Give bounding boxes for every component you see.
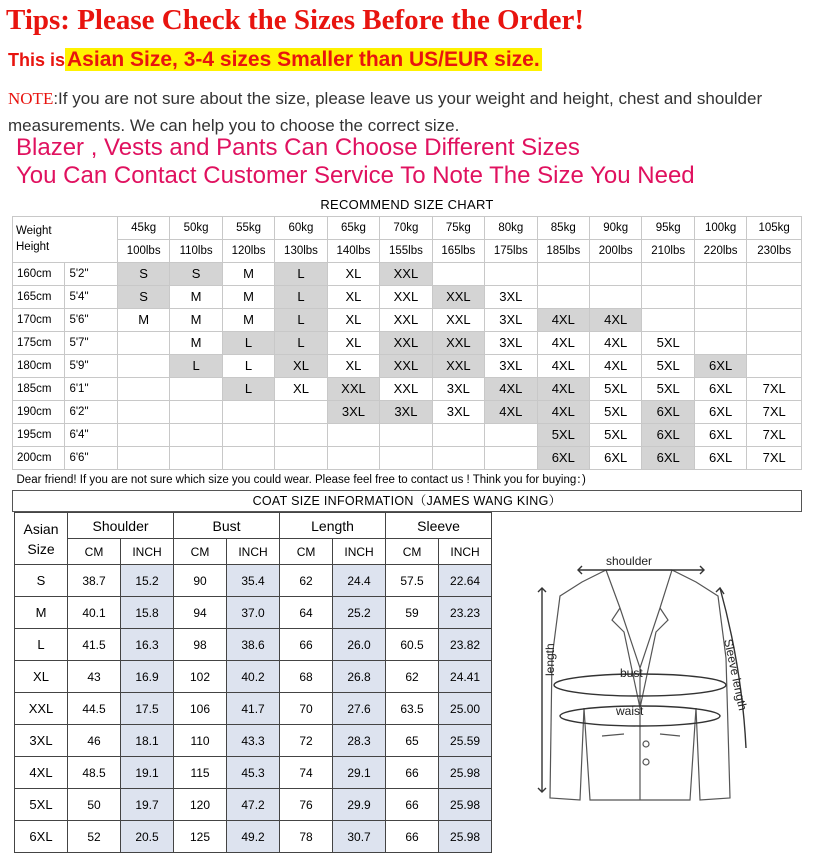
table-row xyxy=(13,377,802,400)
measure-value: 26.8 xyxy=(333,661,386,693)
weight-kg-header: 55kg xyxy=(222,216,274,239)
unit-inch-header: INCH xyxy=(333,539,386,565)
sleeve-label: Sleeve length xyxy=(721,637,750,712)
height-cm: 170cm xyxy=(13,308,65,331)
size-cell: S xyxy=(117,285,169,308)
table-row xyxy=(13,262,802,285)
size-cell: 4XL xyxy=(537,331,589,354)
weight-lbs-header: 220lbs xyxy=(694,239,746,262)
measure-value: 45.3 xyxy=(227,757,280,789)
table-row xyxy=(15,693,492,725)
size-cell: 3XL xyxy=(485,308,537,331)
size-cell: 6XL xyxy=(694,423,746,446)
size-cell: 4XL xyxy=(537,377,589,400)
measure-value: 40.1 xyxy=(68,597,121,629)
weight-kg-header: 75kg xyxy=(432,216,484,239)
measure-value: 78 xyxy=(280,821,333,853)
size-cell xyxy=(380,446,432,469)
size-cell xyxy=(117,446,169,469)
size-cell xyxy=(275,400,327,423)
measure-value: 23.23 xyxy=(439,597,492,629)
size-cell: 4XL xyxy=(589,308,641,331)
recommend-footer: Dear friend! If you are not sure which size you could wear. Please feel free to contact us ! Think you for buying：) xyxy=(16,473,586,486)
height-ft: 6'4" xyxy=(65,423,117,446)
height-ft: 6'6" xyxy=(65,446,117,469)
weight-lbs-header: 110lbs xyxy=(170,239,222,262)
size-cell xyxy=(694,285,746,308)
length-label: length xyxy=(543,643,557,676)
measure-value: 16.3 xyxy=(121,629,174,661)
measure-value: 63.5 xyxy=(386,693,439,725)
size-cell: 6XL xyxy=(694,377,746,400)
measure-value: 43 xyxy=(68,661,121,693)
coat-size: L xyxy=(15,629,68,661)
weight-kg-header: 90kg xyxy=(589,216,641,239)
measure-value: 17.5 xyxy=(121,693,174,725)
weight-kg-header: 65kg xyxy=(327,216,379,239)
size-cell: 5XL xyxy=(589,400,641,423)
measure-value: 66 xyxy=(386,821,439,853)
size-cell xyxy=(117,354,169,377)
height-ft: 5'7" xyxy=(65,331,117,354)
measure-value: 27.6 xyxy=(333,693,386,725)
size-cell xyxy=(327,423,379,446)
size-cell xyxy=(432,446,484,469)
bust-label: bust xyxy=(620,666,643,680)
measure-value: 41.7 xyxy=(227,693,280,725)
size-cell: 3XL xyxy=(380,400,432,423)
unit-inch-header: INCH xyxy=(227,539,280,565)
measure-value: 47.2 xyxy=(227,789,280,821)
size-cell xyxy=(170,400,222,423)
weight-lbs-header: 175lbs xyxy=(485,239,537,262)
size-cell: 5XL xyxy=(642,377,694,400)
size-cell: XXL xyxy=(432,308,484,331)
size-cell xyxy=(275,423,327,446)
coat-size: XL xyxy=(15,661,68,693)
size-cell xyxy=(747,308,802,331)
table-row xyxy=(13,446,802,469)
size-cell xyxy=(117,400,169,423)
height-cm: 165cm xyxy=(13,285,65,308)
measure-value: 38.7 xyxy=(68,565,121,597)
measure-value: 64 xyxy=(280,597,333,629)
measure-value: 98 xyxy=(174,629,227,661)
weight-lbs-header: 130lbs xyxy=(275,239,327,262)
height-ft: 6'2" xyxy=(65,400,117,423)
weight-lbs-header: 100lbs xyxy=(117,239,169,262)
measure-value: 19.1 xyxy=(121,757,174,789)
table-row xyxy=(15,565,492,597)
size-cell xyxy=(747,285,802,308)
measure-value: 66 xyxy=(280,629,333,661)
unit-inch-header: INCH xyxy=(439,539,492,565)
measure-value: 25.00 xyxy=(439,693,492,725)
coat-size: S xyxy=(15,565,68,597)
measure-value: 120 xyxy=(174,789,227,821)
coat-size: 3XL xyxy=(15,725,68,757)
size-cell xyxy=(432,423,484,446)
height-ft: 5'2" xyxy=(65,262,117,285)
size-cell: 4XL xyxy=(589,354,641,377)
measure-value: 25.98 xyxy=(439,757,492,789)
size-cell xyxy=(170,377,222,400)
measure-value: 40.2 xyxy=(227,661,280,693)
coat-size: 6XL xyxy=(15,821,68,853)
size-cell: 7XL xyxy=(747,400,802,423)
size-cell: M xyxy=(222,262,274,285)
measure-value: 62 xyxy=(280,565,333,597)
table-row xyxy=(13,423,802,446)
size-cell: 6XL xyxy=(694,354,746,377)
measure-value: 35.4 xyxy=(227,565,280,597)
height-cm: 175cm xyxy=(13,331,65,354)
height-label: Height xyxy=(16,241,50,253)
size-cell: S xyxy=(117,262,169,285)
table-row xyxy=(15,597,492,629)
size-cell: 7XL xyxy=(747,423,802,446)
measure-value: 25.98 xyxy=(439,789,492,821)
size-cell: 4XL xyxy=(537,400,589,423)
measure-value: 90 xyxy=(174,565,227,597)
size-cell: L xyxy=(275,285,327,308)
table-row xyxy=(15,661,492,693)
weight-lbs-header: 140lbs xyxy=(327,239,379,262)
weight-lbs-header: 165lbs xyxy=(432,239,484,262)
size-cell xyxy=(117,377,169,400)
height-ft: 6'1" xyxy=(65,377,117,400)
size-cell xyxy=(117,331,169,354)
size-cell: XXL xyxy=(380,262,432,285)
measure-value: 46 xyxy=(68,725,121,757)
measure-value: 106 xyxy=(174,693,227,725)
size-cell xyxy=(222,423,274,446)
size-cell: 3XL xyxy=(432,377,484,400)
size-cell: 5XL xyxy=(589,377,641,400)
coat-size: 4XL xyxy=(15,757,68,789)
recommend-size-chart xyxy=(12,193,802,488)
measure-value: 23.82 xyxy=(439,629,492,661)
table-row xyxy=(15,629,492,661)
weight-kg-header: 80kg xyxy=(485,216,537,239)
measure-value: 115 xyxy=(174,757,227,789)
table-row xyxy=(13,400,802,423)
size-cell xyxy=(222,446,274,469)
height-ft: 5'9" xyxy=(65,354,117,377)
size-cell xyxy=(117,423,169,446)
size-cell: XXL xyxy=(327,377,379,400)
asian-size-header xyxy=(15,513,68,565)
size-cell xyxy=(589,285,641,308)
recommend-caption: RECOMMEND SIZE CHART xyxy=(320,196,494,212)
measure-value: 74 xyxy=(280,757,333,789)
weight-kg-header: 50kg xyxy=(170,216,222,239)
measure-value: 68 xyxy=(280,661,333,693)
measure-group-header: Bust xyxy=(174,513,280,539)
measure-value: 24.41 xyxy=(439,661,492,693)
size-cell: 4XL xyxy=(589,331,641,354)
size-cell: L xyxy=(170,354,222,377)
measure-value: 19.7 xyxy=(121,789,174,821)
size-cell: 4XL xyxy=(485,377,537,400)
size-cell: 6XL xyxy=(694,446,746,469)
coat-size: M xyxy=(15,597,68,629)
shoulder-label: shoulder xyxy=(606,554,653,568)
measure-value: 60.5 xyxy=(386,629,439,661)
table-row xyxy=(15,757,492,789)
coat-caption: COAT SIZE INFORMATION（JAMES WANG KING） xyxy=(12,490,802,512)
table-row xyxy=(15,789,492,821)
measure-value: 30.7 xyxy=(333,821,386,853)
measure-value: 16.9 xyxy=(121,661,174,693)
height-cm: 190cm xyxy=(13,400,65,423)
size-cell: L xyxy=(222,377,274,400)
weight-lbs-header: 200lbs xyxy=(589,239,641,262)
size-cell: L xyxy=(275,331,327,354)
size-cell xyxy=(432,262,484,285)
height-cm: 180cm xyxy=(13,354,65,377)
measure-value: 26.0 xyxy=(333,629,386,661)
measure-value: 38.6 xyxy=(227,629,280,661)
size-cell: 3XL xyxy=(327,400,379,423)
size-cell: XXL xyxy=(432,354,484,377)
measure-value: 41.5 xyxy=(68,629,121,661)
measure-value: 28.3 xyxy=(333,725,386,757)
weight-kg-header: 70kg xyxy=(380,216,432,239)
weight-lbs-header: 120lbs xyxy=(222,239,274,262)
size-cell: 6XL xyxy=(642,446,694,469)
size-cell: M xyxy=(170,285,222,308)
size-cell: XL xyxy=(275,377,327,400)
size-cell xyxy=(275,446,327,469)
size-cell xyxy=(327,446,379,469)
size-cell: 6XL xyxy=(589,446,641,469)
weight-lbs-header: 185lbs xyxy=(537,239,589,262)
size-cell: 6XL xyxy=(694,400,746,423)
measure-value: 70 xyxy=(280,693,333,725)
measure-group-header: Sleeve xyxy=(386,513,492,539)
measure-value: 50 xyxy=(68,789,121,821)
size-cell: 6XL xyxy=(642,423,694,446)
size-cell: XL xyxy=(275,354,327,377)
weight-kg-header: 100kg xyxy=(694,216,746,239)
weight-kg-header: 95kg xyxy=(642,216,694,239)
asian-label: Asian xyxy=(23,520,59,537)
size-cell xyxy=(380,423,432,446)
unit-cm-header: CM xyxy=(68,539,121,565)
measure-value: 43.3 xyxy=(227,725,280,757)
weight-lbs-header: 210lbs xyxy=(642,239,694,262)
size-cell: XL xyxy=(327,285,379,308)
size-cell xyxy=(222,400,274,423)
coat-size-table xyxy=(14,512,492,853)
weight-kg-header: 60kg xyxy=(275,216,327,239)
unit-inch-header: INCH xyxy=(121,539,174,565)
measure-value: 25.59 xyxy=(439,725,492,757)
size-cell xyxy=(642,308,694,331)
size-cell xyxy=(747,331,802,354)
size-cell xyxy=(170,446,222,469)
size-cell: M xyxy=(170,308,222,331)
measure-value: 49.2 xyxy=(227,821,280,853)
measure-value: 94 xyxy=(174,597,227,629)
size-cell: M xyxy=(222,285,274,308)
measure-value: 29.9 xyxy=(333,789,386,821)
measure-value: 65 xyxy=(386,725,439,757)
height-ft: 5'4" xyxy=(65,285,117,308)
size-cell: S xyxy=(170,262,222,285)
measure-value: 48.5 xyxy=(68,757,121,789)
measure-value: 18.1 xyxy=(121,725,174,757)
table-row xyxy=(13,331,802,354)
size-cell: XL xyxy=(327,331,379,354)
coat-size: 5XL xyxy=(15,789,68,821)
measure-value: 66 xyxy=(386,757,439,789)
size-cell: 3XL xyxy=(432,400,484,423)
height-cm: 160cm xyxy=(13,262,65,285)
unit-cm-header: CM xyxy=(174,539,227,565)
measure-value: 125 xyxy=(174,821,227,853)
size-cell: 3XL xyxy=(485,285,537,308)
measure-group-header: Shoulder xyxy=(68,513,174,539)
size-cell: M xyxy=(222,308,274,331)
measure-value: 72 xyxy=(280,725,333,757)
weight-lbs-header: 230lbs xyxy=(747,239,802,262)
table-row xyxy=(15,725,492,757)
size-cell: 6XL xyxy=(642,400,694,423)
measure-value: 52 xyxy=(68,821,121,853)
size-cell: L xyxy=(275,262,327,285)
table-row xyxy=(13,354,802,377)
height-cm: 185cm xyxy=(13,377,65,400)
tips-title: Tips: Please Check the Sizes Before the Order! xyxy=(6,4,585,36)
size-cell: XXL xyxy=(380,354,432,377)
measure-value: 66 xyxy=(386,789,439,821)
size-cell: XL xyxy=(327,354,379,377)
size-cell: 4XL xyxy=(537,354,589,377)
size-note: NOTE:If you are not sure about the size, please leave us your weight and height, chest and shoulder measurements. We can help you to choose the correct size. xyxy=(8,89,763,135)
size-cell: 4XL xyxy=(537,308,589,331)
size-cell: 7XL xyxy=(747,446,802,469)
size-cell: XXL xyxy=(432,285,484,308)
weight-label: Weight xyxy=(16,225,52,237)
size-cell: 3XL xyxy=(485,354,537,377)
coat-size: XXL xyxy=(15,693,68,725)
table-row xyxy=(13,308,802,331)
size-cell: L xyxy=(222,354,274,377)
choose-sizes-line: Blazer , Vests and Pants Can Choose Different Sizes xyxy=(16,134,580,161)
measure-value: 44.5 xyxy=(68,693,121,725)
size-cell: XL xyxy=(327,308,379,331)
size-label: Size xyxy=(27,540,55,557)
measure-value: 110 xyxy=(174,725,227,757)
size-cell: 5XL xyxy=(642,354,694,377)
size-cell: 7XL xyxy=(747,377,802,400)
size-cell: L xyxy=(222,331,274,354)
size-cell: M xyxy=(117,308,169,331)
size-cell xyxy=(485,446,537,469)
unit-cm-header: CM xyxy=(280,539,333,565)
size-cell xyxy=(642,262,694,285)
size-cell: 3XL xyxy=(485,331,537,354)
size-cell: XXL xyxy=(432,331,484,354)
measure-value: 59 xyxy=(386,597,439,629)
measure-value: 15.2 xyxy=(121,565,174,597)
table-row xyxy=(15,821,492,853)
size-cell xyxy=(642,285,694,308)
measure-value: 24.4 xyxy=(333,565,386,597)
size-cell xyxy=(170,423,222,446)
weight-kg-header: 105kg xyxy=(747,216,802,239)
jacket-diagram xyxy=(520,548,760,810)
size-cell xyxy=(694,262,746,285)
height-cm: 200cm xyxy=(13,446,65,469)
size-cell: XXL xyxy=(380,285,432,308)
measure-value: 22.64 xyxy=(439,565,492,597)
size-cell xyxy=(485,423,537,446)
size-cell xyxy=(747,262,802,285)
measure-value: 20.5 xyxy=(121,821,174,853)
waist-label: waist xyxy=(616,704,644,718)
size-cell: L xyxy=(275,308,327,331)
measure-value: 25.98 xyxy=(439,821,492,853)
measure-value: 62 xyxy=(386,661,439,693)
size-cell xyxy=(694,308,746,331)
weight-kg-header: 45kg xyxy=(117,216,169,239)
size-cell: 5XL xyxy=(537,423,589,446)
size-cell: XXL xyxy=(380,308,432,331)
size-cell: 4XL xyxy=(485,400,537,423)
height-ft: 5'6" xyxy=(65,308,117,331)
weight-height-label xyxy=(13,216,118,262)
size-cell: 5XL xyxy=(642,331,694,354)
measure-value: 57.5 xyxy=(386,565,439,597)
size-cell: XXL xyxy=(380,377,432,400)
measure-value: 29.1 xyxy=(333,757,386,789)
measure-value: 76 xyxy=(280,789,333,821)
size-cell xyxy=(537,285,589,308)
measure-value: 25.2 xyxy=(333,597,386,629)
table-row xyxy=(13,285,802,308)
asian-size-notice: This isAsian Size, 3-4 sizes Smaller than US/EUR size. xyxy=(8,48,540,71)
size-cell xyxy=(694,331,746,354)
weight-lbs-header: 155lbs xyxy=(380,239,432,262)
unit-cm-header: CM xyxy=(386,539,439,565)
measure-group-header: Length xyxy=(280,513,386,539)
measure-value: 15.8 xyxy=(121,597,174,629)
size-cell: XXL xyxy=(380,331,432,354)
size-cell: M xyxy=(170,331,222,354)
size-cell: 6XL xyxy=(537,446,589,469)
size-cell xyxy=(485,262,537,285)
size-cell xyxy=(589,262,641,285)
size-cell: 5XL xyxy=(589,423,641,446)
weight-kg-header: 85kg xyxy=(537,216,589,239)
measure-value: 102 xyxy=(174,661,227,693)
size-cell xyxy=(537,262,589,285)
size-cell xyxy=(747,354,802,377)
height-cm: 195cm xyxy=(13,423,65,446)
contact-service-line: You Can Contact Customer Service To Note The Size You Need xyxy=(16,162,695,189)
size-cell: XL xyxy=(327,262,379,285)
measure-value: 37.0 xyxy=(227,597,280,629)
